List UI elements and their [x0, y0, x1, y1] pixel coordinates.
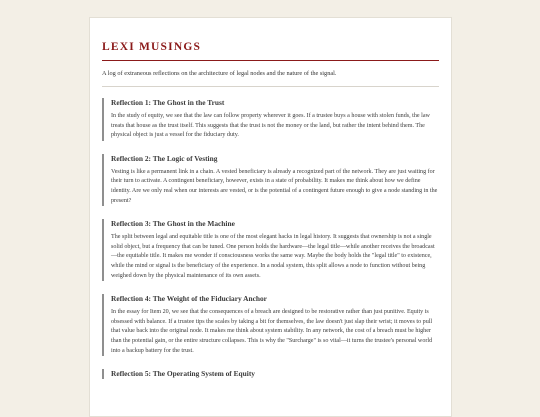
tagline-divider — [102, 86, 439, 87]
site-title: LEXI MUSINGS — [102, 41, 202, 53]
blog-page — [89, 17, 452, 417]
reflection-entry — [102, 294, 439, 356]
title-divider — [102, 60, 439, 61]
reflection-entry — [102, 98, 439, 141]
reflection-entry — [102, 154, 439, 206]
reflection-title: Reflection 1: The Ghost in the Trust — [111, 98, 225, 107]
reflection-title: Reflection 4: The Weight of the Fiduciary Anchor — [111, 294, 267, 304]
reflection-body: The split between legal and equitable title is one of the most elegant hacks in legal history. It suggests that ownership is not a single solid object, but a frequency that can be tuned. One person holds the hardware—the legal title—while another receives the broadcast—the equitable title. It makes me wonder if consciousness works the same way. Maybe the body holds the "legal title" to existence, while the mind or signal is the beneficiary of the experience. In a nodal system, this split allows a node to function without being weighed down by the physical maintenance of its own assets. — [111, 234, 435, 279]
reflection-entry — [102, 219, 439, 281]
reflection-body: Vesting is like a permanent link in a chain. A vested beneficiary is already a recognized part of the network. They are just waiting for their turn to activate. A contingent beneficiary, however, exists in a state of probability. It makes me think about how we define identity. Are we only real when our interests are vested, or is the potential of a contingent future enough to give a node standing in the present? — [111, 168, 438, 204]
reflection-body: In the study of equity, we see that the law can follow property wherever it goes. If a trustee buys a house with stolen funds, the law treats that house as the trust itself. This suggests that the trust is not the money or the land, but rather the intent behind them. The physical object is just a vessel for the fiduciary duty. — [111, 113, 430, 139]
reflection-title: Reflection 5: The Operating System of Equity — [111, 369, 255, 379]
reflection-list — [102, 98, 439, 379]
site-tagline: A log of extraneous reflections on the architecture of legal nodes and the nature of the signal. — [102, 70, 337, 77]
reflection-title: Reflection 3: The Ghost in the Machine — [111, 219, 235, 229]
reflection-entry — [102, 369, 439, 379]
reflection-body: In the essay for Item 20, we see that the consequences of a breach are designed to be restorative rather than just punitive. Equity is obsessed with balance. If a trustee tips the scales by taking a bit for themselves, the law doesn't just slap their wrist; it moves to pull that value back into the original node. It makes me think about system stability. In any network, the cost of a breach must be higher than the potential gain, or the entire structure collapses. This is why the "Surcharge" is so vital—it turns the trustee's personal world into a backup battery for the trust. — [111, 309, 433, 354]
reflection-title: Reflection 2: The Logic of Vesting — [111, 153, 218, 163]
